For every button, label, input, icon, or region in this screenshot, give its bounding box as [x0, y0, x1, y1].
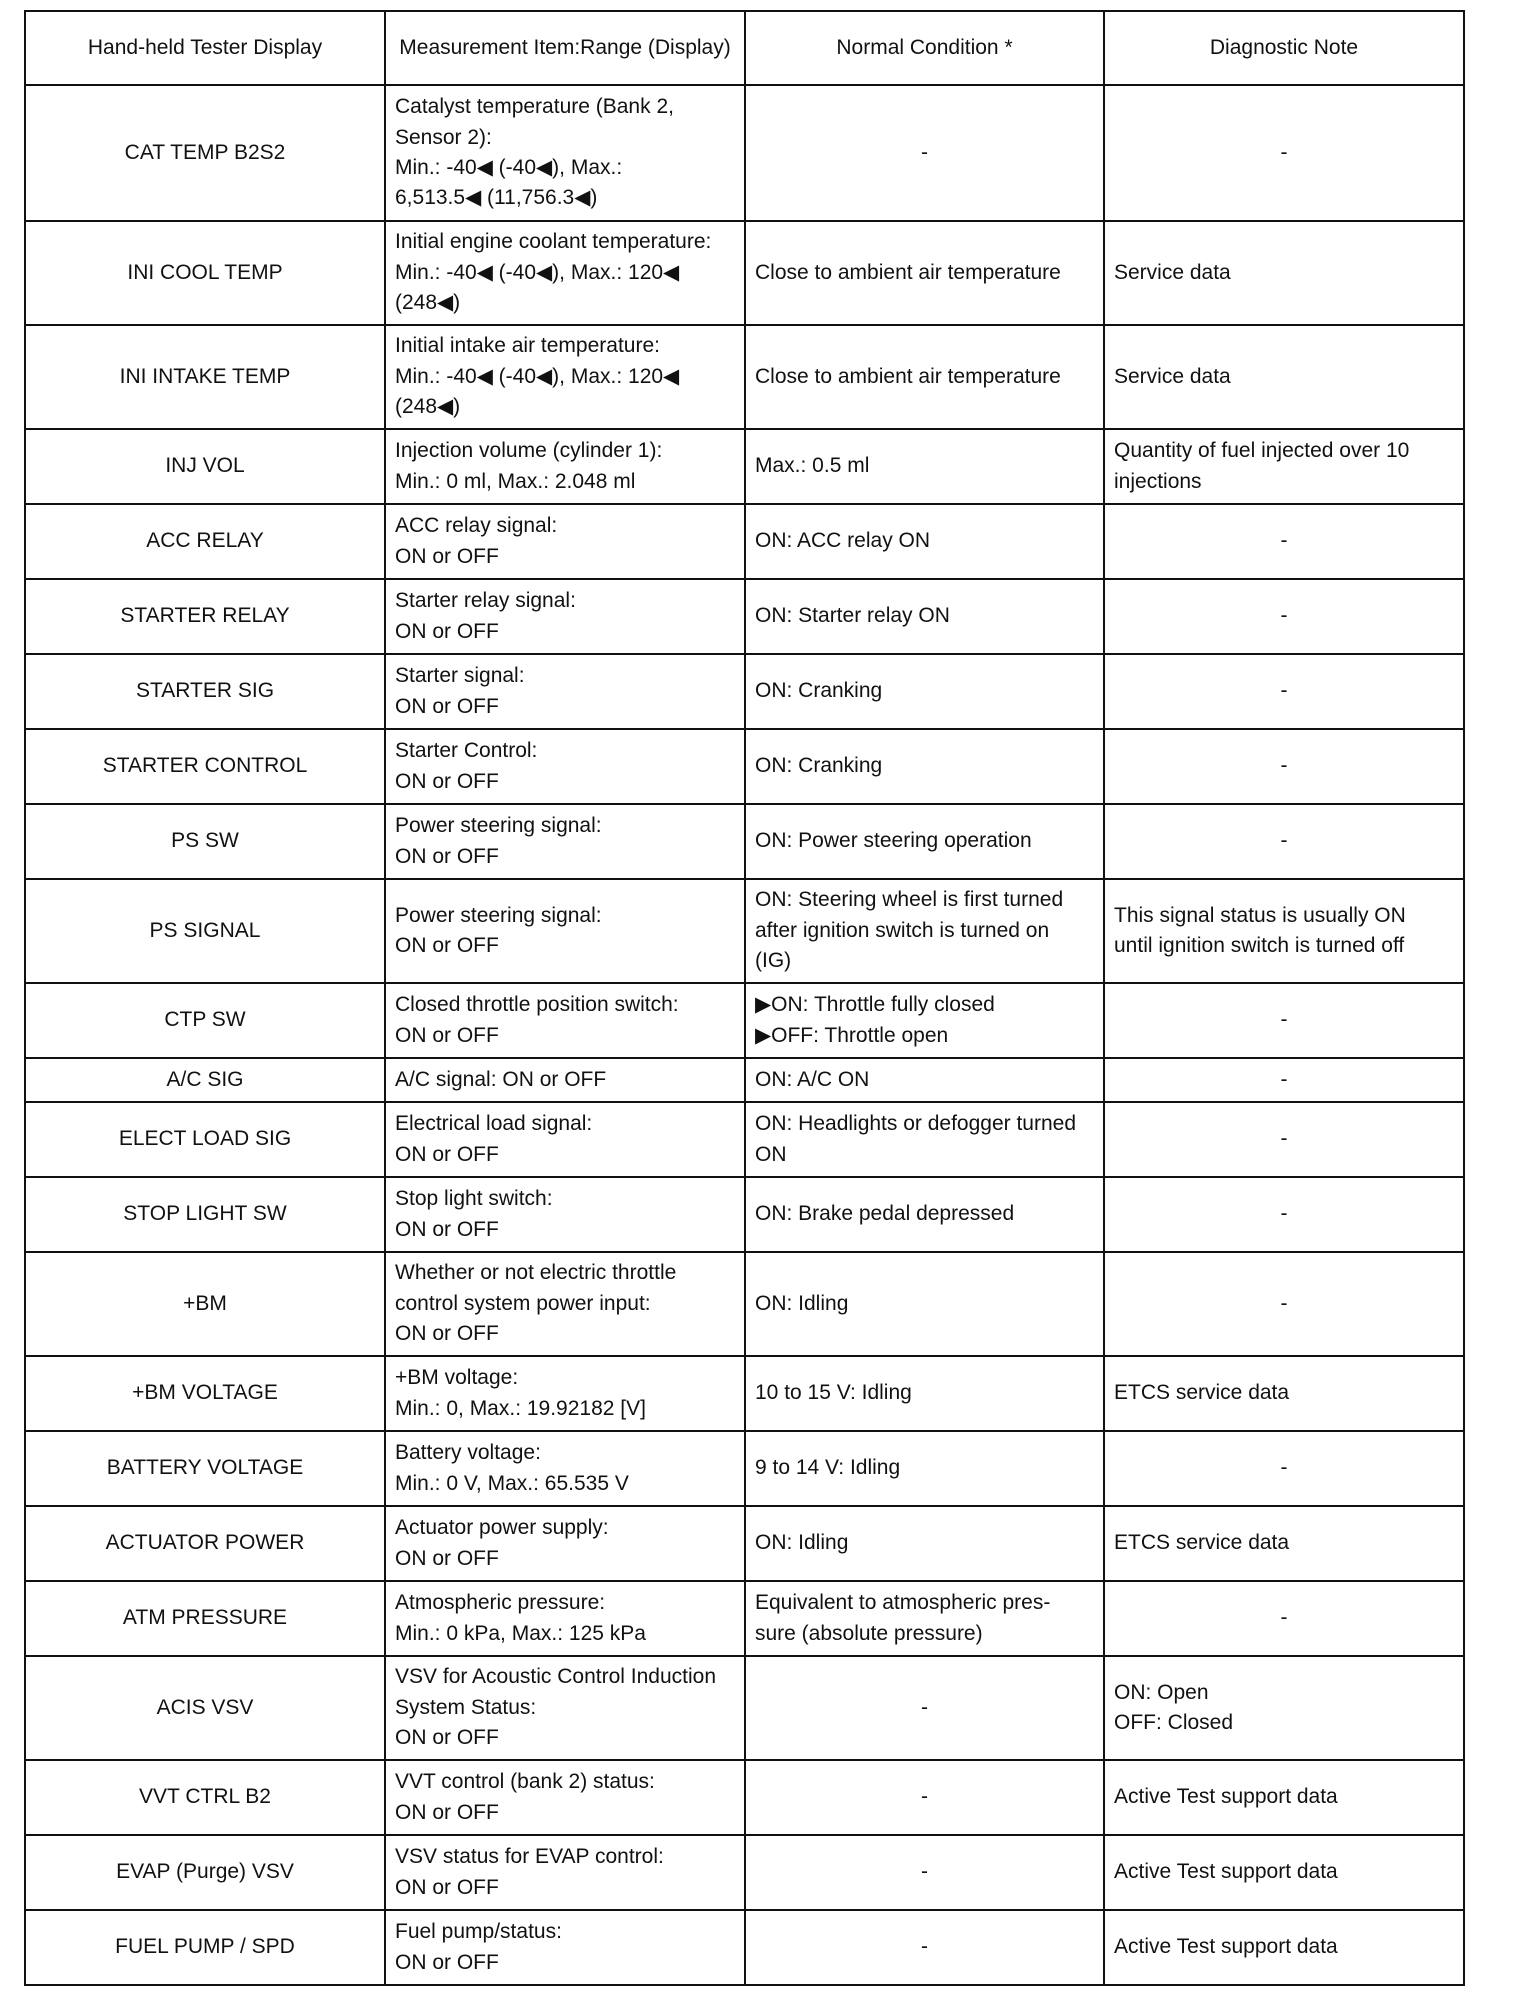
measurement-cell-line: VSV status for EVAP control:: [395, 1845, 664, 1869]
measurement-cell-line: ON or OFF: [395, 769, 499, 793]
measurement-cell: [385, 1356, 745, 1431]
normal-condition-cell-line: 9 to 14 V: Idling: [755, 1456, 901, 1480]
table-row: [25, 1431, 1464, 1506]
measurement-cell: [385, 1431, 745, 1506]
measurement-cell: [385, 221, 745, 325]
table-row: [25, 85, 1464, 221]
normal-condition-cell-line: ▶OFF: Throttle open: [755, 1023, 949, 1047]
diagnostic-note-cell-line: -: [1280, 529, 1288, 553]
normal-condition-cell-line: ON: A/C ON: [755, 1067, 870, 1091]
table-row: [25, 1252, 1464, 1356]
diagnostic-note-cell-line: This signal status is usually ON: [1114, 903, 1406, 927]
measurement-cell-line: Power steering signal:: [395, 814, 602, 838]
measurement-cell: [385, 804, 745, 879]
tester-display-cell: EVAP (Purge) VSV: [25, 1835, 385, 1910]
measurement-cell-line: Initial intake air temperature:: [395, 334, 660, 358]
normal-condition-cell: [745, 579, 1104, 654]
tester-display-cell: +BM: [25, 1252, 385, 1356]
normal-condition-cell-line: ON: Brake pedal depressed: [755, 1202, 1015, 1226]
measurement-cell: [385, 1058, 745, 1102]
measurement-cell-line: ON or OFF: [395, 619, 499, 643]
measurement-cell-line: ON or OFF: [395, 844, 499, 868]
diagnostic-note-cell-line: -: [1280, 1008, 1288, 1032]
normal-condition-cell: [745, 654, 1104, 729]
normal-condition-cell-line: ▶ON: Throttle fully closed: [755, 993, 995, 1017]
measurement-cell-line: Starter signal:: [395, 664, 525, 688]
normal-condition-cell-line: ON: Steering wheel is first turned: [755, 888, 1064, 912]
diagnostic-note-cell: [1104, 804, 1464, 879]
normal-condition-cell-line: ON: ACC relay ON: [755, 529, 931, 553]
normal-condition-cell: [745, 1760, 1104, 1835]
diagnostic-note-cell: [1104, 1252, 1464, 1356]
normal-condition-cell: [745, 85, 1104, 221]
normal-condition-cell: [745, 879, 1104, 983]
diagnostic-note-cell-line: -: [1280, 1127, 1288, 1151]
diagnostic-note-cell-line: -: [1280, 1291, 1288, 1315]
tester-display-cell: STARTER CONTROL: [25, 729, 385, 804]
diagnostic-note-cell: [1104, 1058, 1464, 1102]
measurement-cell: [385, 1177, 745, 1252]
normal-condition-cell-line: (IG): [755, 949, 792, 973]
measurement-cell-line: (248◀): [395, 291, 461, 315]
tester-display-cell: STOP LIGHT SW: [25, 1177, 385, 1252]
tester-display-cell: ATM PRESSURE: [25, 1581, 385, 1656]
normal-condition-cell-line: ON: Cranking: [755, 679, 883, 703]
normal-condition-cell: [745, 804, 1104, 879]
table-row: [25, 879, 1464, 983]
table-header-row: [25, 11, 1464, 85]
table-row: [25, 1177, 1464, 1252]
measurement-cell: [385, 1910, 745, 1985]
measurement-cell-line: ON or OFF: [395, 544, 499, 568]
table-row: [25, 579, 1464, 654]
table-row: [25, 221, 1464, 325]
measurement-cell-line: ON or OFF: [395, 1875, 499, 1899]
normal-condition-cell: [745, 221, 1104, 325]
table-row: [25, 1760, 1464, 1835]
diagnostic-note-cell: [1104, 1910, 1464, 1985]
measurement-cell: [385, 1506, 745, 1581]
diagnostic-note-cell: [1104, 1431, 1464, 1506]
diagnostic-note-cell-line: -: [1280, 754, 1288, 778]
measurement-cell-line: Catalyst temperature (Bank 2,: [395, 95, 674, 119]
table-row: [25, 654, 1464, 729]
diagnostic-note-cell-line: Quantity of fuel injected over 10: [1114, 439, 1410, 463]
measurement-cell-line: Min.: -40◀ (-40◀), Max.:: [395, 156, 623, 179]
diagnostic-note-cell-line: -: [1280, 1202, 1288, 1226]
normal-condition-cell-line: ON: Power steering operation: [755, 829, 1032, 853]
measurement-cell-line: Injection volume (cylinder 1):: [395, 439, 663, 463]
table-row: [25, 804, 1464, 879]
tester-display-cell: VVT CTRL B2: [25, 1760, 385, 1835]
normal-condition-cell: [745, 1581, 1104, 1656]
diagnostic-note-cell: [1104, 579, 1464, 654]
normal-condition-cell: [745, 429, 1104, 504]
normal-condition-cell: [745, 983, 1104, 1058]
diagnostic-note-cell-line: -: [1280, 604, 1288, 628]
measurement-cell-line: ON or OFF: [395, 934, 499, 957]
normal-condition-cell: [745, 325, 1104, 429]
tester-display-cell: ELECT LOAD SIG: [25, 1102, 385, 1177]
table-row: [25, 1102, 1464, 1177]
measurement-cell-line: Power steering signal:: [395, 903, 602, 927]
measurement-cell-line: ON or OFF: [395, 1726, 499, 1750]
table-row: [25, 325, 1464, 429]
normal-condition-cell: [745, 1252, 1104, 1356]
measurement-cell: [385, 879, 745, 983]
normal-condition-cell: [745, 1835, 1104, 1910]
measurement-cell-line: 6,513.5◀ (11,756.3◀): [395, 186, 598, 210]
diagnostic-note-cell: [1104, 729, 1464, 804]
header-normal-condition: Normal Condition *: [745, 11, 1104, 85]
normal-condition-cell: [745, 1910, 1104, 1985]
tester-display-cell: PS SW: [25, 804, 385, 879]
diagnostic-note-cell: [1104, 983, 1464, 1058]
measurement-cell: [385, 654, 745, 729]
measurement-cell-line: Atmospheric pressure:: [395, 1591, 606, 1615]
tester-display-cell: STARTER RELAY: [25, 579, 385, 654]
diagnostic-note-cell: [1104, 504, 1464, 579]
normal-condition-cell-line: ON: [755, 1142, 787, 1166]
diagnostic-note-cell-line: injections: [1114, 469, 1202, 493]
tester-display-cell: CAT TEMP B2S2: [25, 85, 385, 221]
measurement-cell-line: ACC relay signal:: [395, 514, 558, 538]
table-row: [25, 504, 1464, 579]
tester-display-cell: +BM VOLTAGE: [25, 1356, 385, 1431]
normal-condition-cell: [745, 1431, 1104, 1506]
measurement-cell-line: Initial engine coolant temperature:: [395, 230, 712, 254]
measurement-cell: [385, 504, 745, 579]
diagnostic-note-cell-line: -: [1280, 1606, 1288, 1630]
normal-condition-cell: [745, 1656, 1104, 1760]
measurement-cell-line: Min.: 0 ml, Max.: 2.048 ml: [395, 469, 636, 493]
measurement-cell-line: ON or OFF: [395, 1950, 499, 1974]
diagnostic-note-cell-line: -: [1280, 1067, 1288, 1091]
table-row: [25, 1581, 1464, 1656]
measurement-cell-line: Whether or not electric throttle: [395, 1261, 677, 1285]
measurement-cell-line: ON or OFF: [395, 694, 499, 718]
measurement-cell: [385, 983, 745, 1058]
measurement-cell-line: Sensor 2):: [395, 125, 492, 149]
diagnostic-note-cell-line: ETCS service data: [1114, 1531, 1290, 1555]
measurement-cell-line: control system power input:: [395, 1291, 651, 1315]
header-tester-display: Hand-held Tester Display: [25, 11, 385, 85]
measurement-cell-line: Battery voltage:: [395, 1441, 541, 1465]
table-row: [25, 1506, 1464, 1581]
diagnostic-note-cell-line: Active Test support data: [1114, 1860, 1338, 1884]
diagnostic-note-cell-line: Active Test support data: [1114, 1785, 1338, 1809]
normal-condition-cell-line: Equivalent to atmospheric pres-: [755, 1591, 1051, 1615]
diagnostic-note-cell: [1104, 1356, 1464, 1431]
measurement-cell-line: A/C signal: ON or OFF: [395, 1067, 607, 1091]
normal-condition-cell-line: ON: Headlights or defogger turned: [755, 1112, 1077, 1136]
measurement-cell-line: VSV for Acoustic Control Induction: [395, 1665, 716, 1689]
table-row: [25, 1656, 1464, 1760]
table-row: [25, 429, 1464, 504]
normal-condition-cell-line: Max.: 0.5 ml: [755, 454, 870, 478]
normal-condition-cell: [745, 1102, 1104, 1177]
diagnostic-note-cell-line: OFF: Closed: [1114, 1711, 1234, 1734]
measurement-cell-line: ON or OFF: [395, 1142, 499, 1166]
normal-condition-cell-line: Close to ambient air temperature: [755, 260, 1061, 284]
measurement-cell-line: Fuel pump/status:: [395, 1920, 562, 1944]
tester-display-cell: INJ VOL: [25, 429, 385, 504]
diagnostic-note-cell-line: ETCS service data: [1114, 1381, 1290, 1405]
tester-display-cell: PS SIGNAL: [25, 879, 385, 983]
measurement-cell: [385, 1252, 745, 1356]
normal-condition-cell: [745, 1058, 1104, 1102]
table-row: [25, 1910, 1464, 1985]
measurement-cell: [385, 1760, 745, 1835]
diagnostic-note-cell: [1104, 85, 1464, 221]
measurement-cell-line: Starter relay signal:: [395, 589, 576, 613]
measurement-cell-line: Actuator power supply:: [395, 1516, 609, 1540]
normal-condition-cell-line: -: [921, 1785, 928, 1809]
measurement-cell: [385, 579, 745, 654]
tester-display-cell: ACIS VSV: [25, 1656, 385, 1760]
diagnostic-note-cell: [1104, 1835, 1464, 1910]
normal-condition-cell-line: Close to ambient air temperature: [755, 364, 1061, 388]
diagnostic-note-cell: [1104, 1506, 1464, 1581]
normal-condition-cell-line: after ignition switch is turned on: [755, 918, 1050, 942]
table-row: [25, 1356, 1464, 1431]
table-row: [25, 1058, 1464, 1102]
measurement-cell: [385, 1581, 745, 1656]
normal-condition-cell: [745, 1177, 1104, 1252]
tester-display-cell: ACTUATOR POWER: [25, 1506, 385, 1581]
measurement-cell-line: ON or OFF: [395, 1322, 499, 1346]
diagnostic-note-cell: [1104, 429, 1464, 504]
normal-condition-cell-line: ON: Starter relay ON: [755, 604, 950, 628]
measurement-cell-line: Min.: 0 V, Max.: 65.535 V: [395, 1471, 629, 1495]
normal-condition-cell: [745, 1506, 1104, 1581]
measurement-cell-line: (248◀): [395, 395, 461, 419]
measurement-cell-line: ON or OFF: [395, 1023, 499, 1047]
header-measurement-range: Measurement Item:Range (Display): [385, 11, 745, 85]
diagnostic-note-cell: [1104, 1177, 1464, 1252]
diagnostic-note-cell: [1104, 325, 1464, 429]
tester-display-cell: FUEL PUMP / SPD: [25, 1910, 385, 1985]
measurement-cell-line: Min.: 0 kPa, Max.: 125 kPa: [395, 1621, 646, 1645]
diagnostic-note-cell-line: until ignition switch is turned off: [1114, 934, 1405, 957]
normal-condition-cell-line: ON: Cranking: [755, 754, 883, 778]
diagnostic-note-cell-line: -: [1280, 1456, 1288, 1480]
measurement-cell-line: ON or OFF: [395, 1217, 499, 1241]
measurement-cell: [385, 1835, 745, 1910]
normal-condition-cell: [745, 504, 1104, 579]
measurement-cell: [385, 729, 745, 804]
normal-condition-cell-line: ON: Idling: [755, 1291, 849, 1315]
normal-condition-cell-line: 10 to 15 V: Idling: [755, 1381, 912, 1405]
tester-display-cell: INI COOL TEMP: [25, 221, 385, 325]
measurement-cell-line: +BM voltage:: [395, 1366, 519, 1390]
diagnostic-note-cell-line: ON: Open: [1114, 1680, 1209, 1704]
measurement-cell-line: ON or OFF: [395, 1546, 499, 1570]
normal-condition-cell-line: sure (absolute pressure): [755, 1621, 983, 1645]
header-diagnostic-note: Diagnostic Note: [1104, 11, 1464, 85]
diagnostic-note-cell-line: Active Test support data: [1114, 1935, 1338, 1959]
data-list-table: [24, 10, 1465, 1986]
measurement-cell-line: Min.: -40◀ (-40◀), Max.: 120◀: [395, 364, 680, 388]
measurement-cell-line: Closed throttle position switch:: [395, 993, 679, 1017]
diagnostic-note-cell-line: -: [1280, 829, 1288, 853]
normal-condition-cell: [745, 729, 1104, 804]
measurement-cell-line: Min.: -40◀ (-40◀), Max.: 120◀: [395, 260, 680, 284]
measurement-cell: [385, 1102, 745, 1177]
diagnostic-note-cell-line: Service data: [1114, 260, 1231, 284]
measurement-cell-line: System Status:: [395, 1695, 537, 1719]
tester-display-cell: A/C SIG: [25, 1058, 385, 1102]
diagnostic-note-cell: [1104, 221, 1464, 325]
diagnostic-note-cell-line: -: [1280, 679, 1288, 703]
table-row: [25, 983, 1464, 1058]
measurement-cell-line: Min.: 0, Max.: 19.92182 [V]: [395, 1396, 646, 1420]
measurement-cell: [385, 429, 745, 504]
measurement-cell-line: Electrical load signal:: [395, 1112, 593, 1136]
diagnostic-note-cell: [1104, 879, 1464, 983]
measurement-cell-line: Starter Control:: [395, 739, 538, 763]
normal-condition-cell-line: -: [921, 1860, 928, 1884]
tester-display-cell: INI INTAKE TEMP: [25, 325, 385, 429]
tester-display-cell: BATTERY VOLTAGE: [25, 1431, 385, 1506]
normal-condition-cell: [745, 1356, 1104, 1431]
normal-condition-cell-line: -: [921, 140, 928, 164]
measurement-cell-line: ON or OFF: [395, 1800, 499, 1824]
diagnostic-note-cell: [1104, 1760, 1464, 1835]
measurement-cell: [385, 1656, 745, 1760]
table-row: [25, 1835, 1464, 1910]
measurement-cell: [385, 325, 745, 429]
diagnostic-note-cell: [1104, 1656, 1464, 1760]
tester-display-cell: CTP SW: [25, 983, 385, 1058]
normal-condition-cell-line: -: [921, 1695, 928, 1719]
diagnostic-note-cell: [1104, 1581, 1464, 1656]
measurement-cell-line: Stop light switch:: [395, 1187, 553, 1211]
diagnostic-note-cell-line: -: [1280, 140, 1288, 164]
tester-display-cell: STARTER SIG: [25, 654, 385, 729]
measurement-cell: [385, 85, 745, 221]
normal-condition-cell-line: ON: Idling: [755, 1531, 849, 1555]
tester-display-cell: ACC RELAY: [25, 504, 385, 579]
normal-condition-cell-line: -: [921, 1935, 928, 1959]
table-row: [25, 729, 1464, 804]
measurement-cell-line: VVT control (bank 2) status:: [395, 1770, 655, 1794]
diagnostic-note-cell-line: Service data: [1114, 364, 1231, 388]
diagnostic-note-cell: [1104, 1102, 1464, 1177]
diagnostic-note-cell: [1104, 654, 1464, 729]
